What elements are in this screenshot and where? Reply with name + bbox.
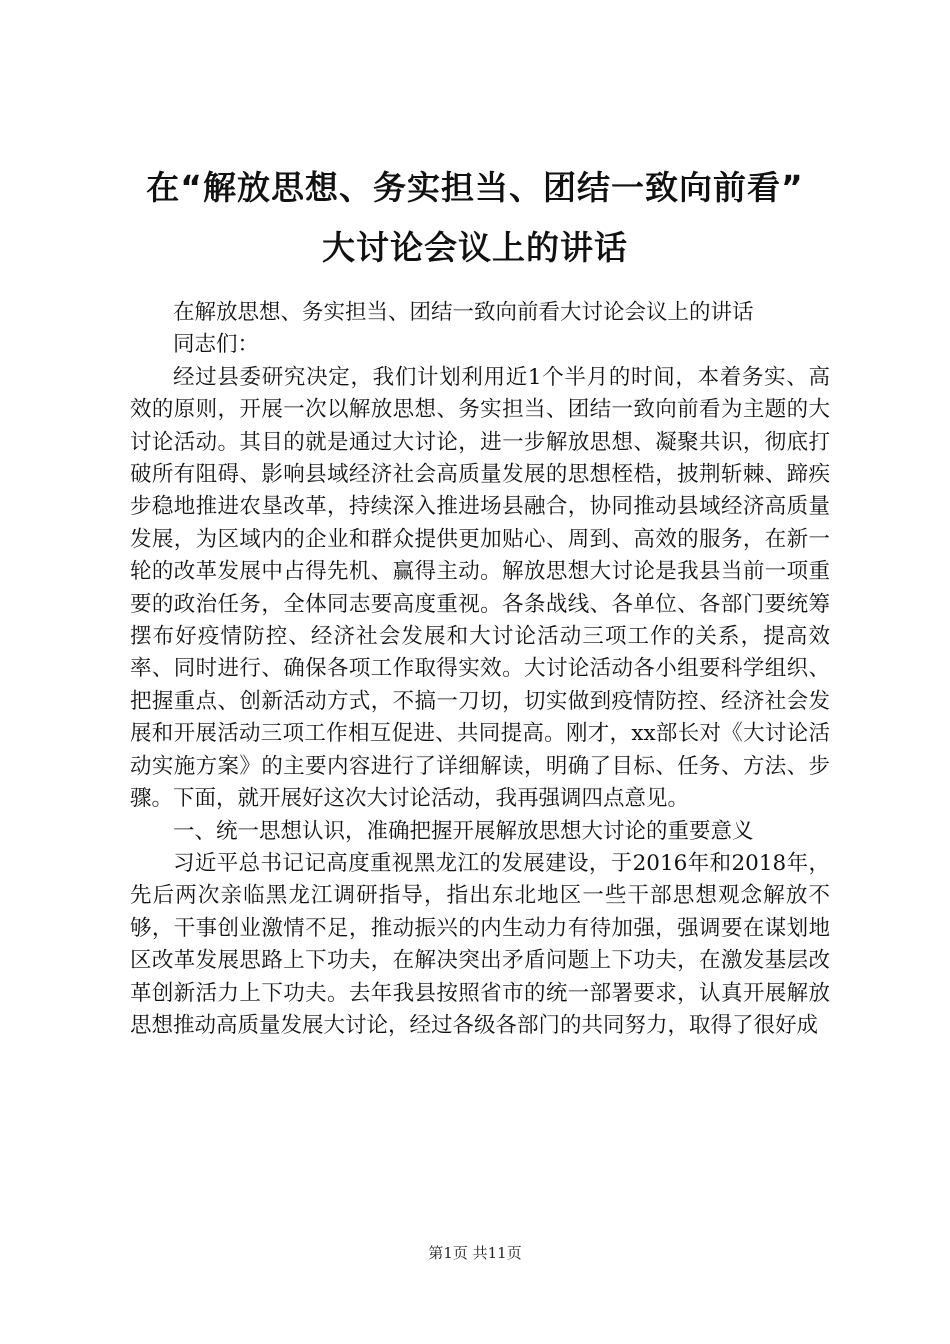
document-title-line-1: 在“解放思想、务实担当、团结一致向前看” (146, 168, 804, 207)
document-body (130, 297, 830, 1042)
document-title-line-2: 大讨论会议上的讲话 (322, 228, 628, 267)
paragraph-intro: 经过县委研究决定，我们计划利用近1个半月的时间，本着务实、高效的原则，开展一次以解放思想、务实担当、团结一致向前看为主题的大讨论活动。其目的就是通过大讨论，进一步解放思想、凝聚共识，彻底打破所有阻碍、影响县域经济社会高质量发展的思想桎梏，披荆斩棘、蹄疾步稳地推进农垦改革，持续深入推进场县融合，协同推动县域经济高质量发展，为区域内的企业和群众提供更加贴心、周到、高效的服务，在新一轮的改革发展中占得先机、赢得主动。解放思想大讨论是我县当前一项重要的政治任务，全体同志要高度重视。各条战线、各单位、各部门要统筹摆布好疫情防控、经济社会发展和大讨论活动三项工作的关系，提高效率、同时进行、确保各项工作取得实效。大讨论活动各小组要科学组织、把握重点、创新活动方式，不搞一刀切，切实做到疫情防控、经济社会发展和开展活动三项工作相互促进、共同提高。刚才，xx部长对《大讨论活动实施方案》的主要内容进行了详细解读，明确了目标、任务、方法、步骤。下面，就开展好这次大讨论活动，我再强调四点意见。 (130, 364, 830, 812)
paragraph-subtitle: 在解放思想、务实担当、团结一致向前看大讨论会议上的讲话 (173, 300, 754, 325)
paragraph-salutation: 同志们： (173, 332, 260, 358)
section-heading-1: 一、统一思想认识，准确把握开展解放思想大讨论的重要意义 (173, 818, 754, 844)
page-footer: 第1页 共11页 (428, 1244, 522, 1262)
paragraph-section-1: 习近平总书记记高度重视黑龙江的发展建设，于2016年和2018年，先后两次亲临黑龙江调研指导，指出东北地区一些干部思想观念解放不够，干事创业激情不足，推动振兴的内生动力有待加强，强调要在谋划地区改革发展思路上下功夫，在解决突出矛盾问题上下功夫，在激发基层改革创新活力上下功夫。去年我县按照省市的统一部署要求，认真开展解放思想推动高质量发展大讨论，经过各级各部门的共同努力，取得了很好成 (130, 850, 830, 1038)
